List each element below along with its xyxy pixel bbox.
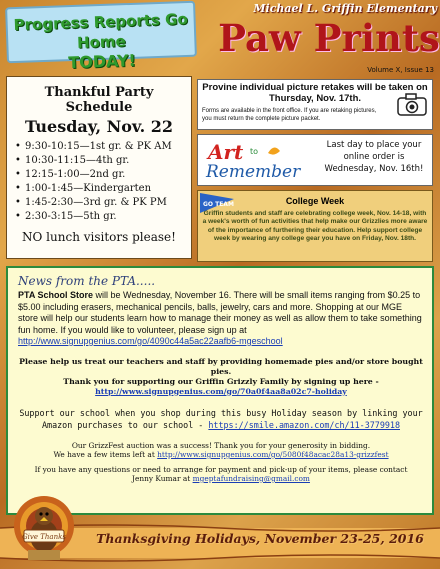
go-team-pennant-icon: [200, 193, 234, 213]
pta-contact-paragraph: If you have any questions or need to arrange for payment and pick-up of your items, please contact Jenny Kumar at mgeptafundraising@gmail.com: [34, 464, 408, 483]
order-deadline-text: Last day to place your online order is Wednesday, Nov. 16th!: [324, 140, 424, 174]
store-signup-link[interactable]: http://www.signupgenius.com/go/4090c44a5ac22aafb6-mgeschool: [18, 336, 283, 346]
bullet-icon: •: [15, 155, 21, 166]
schedule-item: • 2:30-3:15—5th gr.: [15, 211, 117, 222]
party-schedule-box: [6, 76, 192, 259]
art-to-remember-logo: [202, 139, 306, 181]
school-name: Michael L. Griffin Elementary: [253, 2, 437, 15]
retakes-subtext: Forms are available in the front office. If you are retaking pictures, you must return the complete picture packet.: [202, 108, 377, 122]
logo-to: to: [250, 147, 259, 156]
turkey-icon: [4, 486, 92, 566]
camera-icon: [397, 93, 427, 117]
bullet-icon: •: [15, 141, 21, 152]
pta-store-paragraph: PTA School Store will be Wednesday, November 16. There will be small items ranging from $0.25 to $5.00 including erasers, mechanical pencils, balls, jewelry, cars and more. Shopping at our MGE store will help our students learn how to manage their money as well as allow them to take something fun home. If you would like to volunteer, please sign up at http://www.signupgenius.com/go/4090c44a5ac22aafb6-mgeschool: [18, 290, 422, 346]
pta-header: News from the PTA.....: [18, 274, 156, 288]
bullet-icon: •: [15, 169, 21, 180]
college-week-title: College Week: [285, 196, 345, 206]
banner-line-1: Progress Reports Go Home: [13, 9, 189, 52]
bullet-icon: •: [15, 183, 21, 194]
pta-store-label: PTA School Store: [18, 290, 94, 300]
progress-reports-banner: [5, 1, 197, 73]
bullet-icon: •: [15, 211, 21, 222]
contact-email-link[interactable]: mgeptafundraising@gmail.com: [192, 474, 310, 483]
volume-issue: Volume X, Issue 13: [367, 66, 434, 74]
newsletter-title: Paw Prints: [218, 16, 440, 60]
art-to-remember-box: [197, 134, 433, 186]
logo-art: Art: [208, 140, 244, 164]
logo-remember: Remember: [206, 162, 301, 181]
schedule-item: • 1:45-2:30—3rd gr. & PK PM: [15, 197, 167, 208]
pta-grizzfest-paragraph: Our GrizzFest auction was a success! Thank you for your generosity in bidding. We have a few items left at http://www.signupgenius.com/go/5080f48acac28a13-grizzfest: [53, 440, 389, 459]
amazon-smile-link[interactable]: https://smile.amazon.com/ch/11-3779918: [208, 419, 400, 430]
svg-text:GO TEAM: GO TEAM: [203, 201, 234, 208]
retakes-headline: Provine individual picture retakes will be taken on Thursday, Nov. 17th.: [202, 82, 428, 104]
schedule-note: NO lunch visitors please!: [22, 230, 176, 244]
banner-line-2: TODAY!: [67, 50, 137, 73]
pta-pies-paragraph: Please help us treat our teachers and staff by providing homemade pies and/or store bought pies. Thank you for supporting our Griffin Grizzly Family by signing up here - http://www.signupgenius.com/go/70a0f4aa8a02c7-holiday: [19, 356, 423, 396]
college-week-body: Griffin students and staff are celebrating college week, Nov. 14-18, with a week's worth of fun activities that help make our Grizzlies more aware of the importance of furthering their education. Help support college week by wearing any college gear you have on Friday, Nov. 18th.: [202, 210, 428, 243]
give-thanks-sign: Give Thanks: [22, 533, 66, 541]
pta-news-box: [6, 266, 434, 515]
schedule-title: Thankful Party Schedule: [44, 85, 154, 115]
picture-retakes-box: [197, 79, 433, 130]
bullet-icon: •: [15, 197, 21, 208]
schedule-item: • 1:00-1:45—Kindergarten: [15, 183, 152, 194]
schedule-date: Tuesday, Nov. 22: [24, 117, 174, 136]
pta-amazon-paragraph: Support our school when you shop during this busy Holiday season by linking your Amazon purchases to our school - https://smile.amazon.com/ch/11-3779918: [19, 407, 423, 430]
college-week-box: [197, 190, 433, 262]
schedule-item: • 12:15-1:00—2nd gr.: [15, 169, 126, 180]
thanksgiving-holidays-text: Thanksgiving Holidays, November 23-25, 2016: [96, 531, 424, 546]
schedule-item: • 10:30-11:15—4th gr.: [15, 155, 130, 166]
grizzfest-signup-link[interactable]: http://www.signupgenius.com/go/5080f48acac28a13-grizzfest: [157, 450, 389, 459]
schedule-item: • 9:30-10:15—1st gr. & PK AM: [15, 141, 172, 152]
pies-signup-link[interactable]: http://www.signupgenius.com/go/70a0f4aa8a02c7-holiday: [95, 386, 347, 396]
